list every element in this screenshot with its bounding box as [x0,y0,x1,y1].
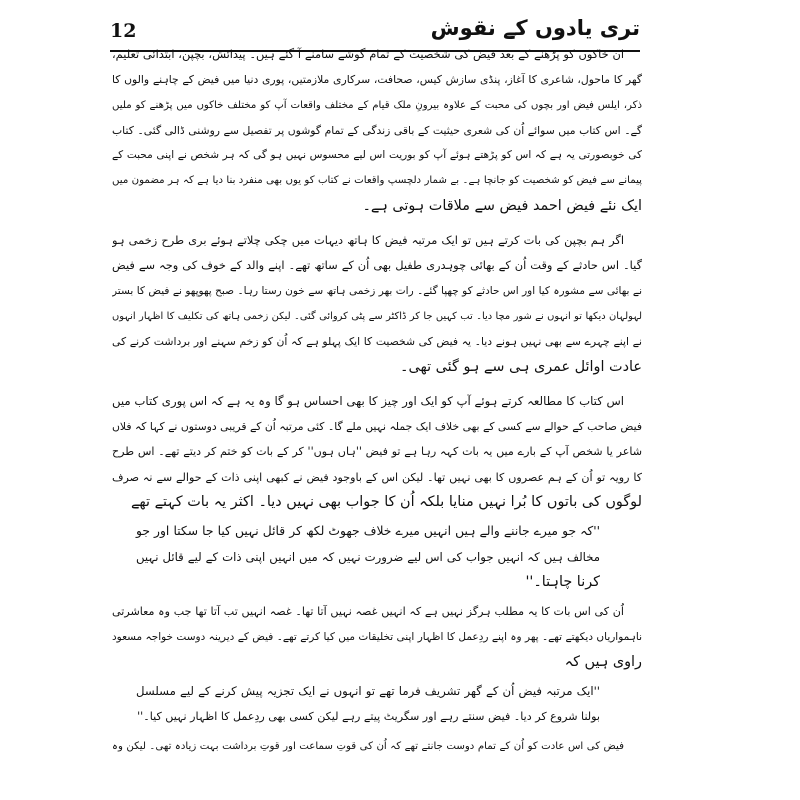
block-quote [112,519,642,595]
text-line: ایک نئے فیض احمد فیض سے ملاقات ہوتی ہے۔ [362,197,642,214]
text-line: نے بھائی سے مشورہ کیا اور اس حادثے کو چھپا گئے۔ رات بھر زخمی ہاتھ سے خون رستا رہا۔ صبح پھوپھو نے فیض کا بستر [112,284,642,297]
page-body [112,42,642,759]
text-line: پیمانے سے فیض کو شخصیت کو جانچا ہے۔ بے شمار دلچسپ واقعات نے کتاب کو یوں بھی منفرد بنا دیا ہے کہ ہر مضمون میں [112,175,642,187]
text-line: شاعر یا شخص آپ کے بارے میں یہ بات کہہ رہا ہے تو فیض ''ہاں ہوں'' کر کے بات کو ختم کر دیتے تھے۔ اس طرح [112,445,642,459]
text-line: نے اپنے چہرے سے بھی نہیں ہونے دیا۔ یہ فیض کی شخصیت کا ایک پہلو ہے کہ اُن کو زخم سہنے اور برداشت کرنے کی [112,335,642,349]
text-line: لہولہان دیکھا تو انہوں نے شور مچا دیا۔ تب کہیں جا کر ڈاکٹر سے پٹی کروائی گئی۔ لیکن زخمی ہاتھ کی تکلیف کا اظہار انہوں [112,310,642,322]
running-title: تری یادوں کے نقوش [430,16,640,40]
text-line: اگر ہم بچپن کی بات کرتے ہیں تو ایک مرتبہ فیض کا ہاتھ دیہات میں چکی چلاتے ہوئے بری طرح زخمی ہو [112,233,624,248]
quote-line: بولنا شروع کر دیا۔ فیض سنتے رہے اور سگریٹ پیتے رہے لیکن کسی بھی ردِعمل کا اظہار نہیں کیا۔'' [137,710,600,724]
quote-line: ''کہ جو میرے جاننے والے ہیں انہیں میرے خلاف جھوٹ لکھ کر قائل نہیں کیا جا سکتا اور جو [136,524,600,539]
quote-line: کرنا چاہتا۔'' [525,573,600,590]
quote-line: ''ایک مرتبہ فیض اُن کے گھر تشریف فرما تھے تو انہوں نے ایک تجزیہ پیش کرنے کے لیے مسلسل [136,684,600,699]
text-line: کا رویہ تو اُن کے ہم عصروں کا بھی نہیں تھا۔ لیکن اس کے باوجود فیض نے کبھی اپنی ذات کے حوالے سے نہ صرف [112,470,642,484]
text-line: گھر کا ماحول، شاعری کا آغاز، پنڈی سازش کیس، صحافت، سرکاری ملازمتیں، پوری دنیا میں فیض کے چاہنے والوں کا [112,73,642,87]
paragraph [112,734,642,759]
text-line: گے۔ اس کتاب میں سوائے اُن کی شعری حیثیت کے باقی زندگی کے تمام گوشوں پر تفصیل سے روشنی ڈالی گئی۔ کتاب [112,123,642,137]
text-line: فیض کی اس عادت کو اُن کے تمام دوست جانتے تھے کہ اُن کی قوتِ سماعت اور قوتِ برداشت بہت زیادہ تھی۔ لیکن وہ [112,740,624,752]
text-line: لوگوں کی باتوں کا بُرا نہیں منایا بلکہ اُن کا جواب بھی نہیں دیا۔ اکثر یہ بات کہتے تھے [130,494,642,511]
paragraph-gap [112,219,642,228]
page-number: 12 [110,20,137,42]
paragraph [112,389,642,515]
block-quote [112,679,642,730]
text-line: گیا۔ اس حادثے کے وقت اُن کے بھائی چوہدری طفیل بھی اُن کے ساتھ تھے۔ اپنے والد کے خوف کی وجہ سے فیض [112,258,642,273]
text-line: فیض صاحب کے حوالے سے کسی کے بھی خلاف ایک جملہ نہیں ملے گا۔ کئی مرتبہ اُن کے قریبی دوستوں نے کہا کہ فلاں [112,420,642,434]
paragraph-gap [112,380,642,389]
text-line: اس کتاب کا مطالعہ کرتے ہوئے آپ کو ایک اور چیز کا بھی احساس ہو گا وہ یہ ہے کہ اس پوری کتاب میں [112,393,624,408]
paragraph [112,228,642,380]
text-line: راوی ہیں کہ [564,653,642,670]
paragraph [112,599,642,675]
paragraph [112,42,642,219]
text-line: ناہمواریاں دیکھتے تھے۔ پھر وہ اپنے ردِعمل کا اظہار اپنی تخلیقات میں کیا کرتے تھے۔ فیض کے دیرینہ دوست خواجہ مسعود [112,630,642,643]
text-line: کی خوبصورتی یہ ہے کہ اس کو پڑھتے ہوئے آپ کو بوریت اس لیے محسوس نہیں ہو گی کہ ہر شخص نے اپنی محبت کے [112,149,642,162]
text-line: عادت اوائل عمری ہی سے ہو گئی تھی۔ [400,358,642,375]
text-line: ان خاکوں کو پڑھنے کے بعد فیض کی شخصیت کے تمام گوشے سامنے آ گئے ہیں۔ پیدائش، بچپن، ابتدائی تعلیم، [112,47,624,61]
quote-line: مخالف ہیں کہ انہیں جواب کی اس لیے ضرورت نہیں کہ میں انہیں اپنی ذات کے لیے قائل نہیں [136,549,600,564]
text-line: ذکر، ایلس فیض اور بچوں کی محبت کے علاوہ بیرونِ ملک قیام کے مختلف واقعات آپ کو مختلف خاکوں میں پڑھنے کو ملیں [112,99,642,111]
text-line: اُن کی اس بات کا یہ مطلب ہرگز نہیں ہے کہ انہیں غصہ نہیں آتا تھا۔ غصہ انہیں تب آتا تھا جب وہ معاشرتی [112,605,624,619]
